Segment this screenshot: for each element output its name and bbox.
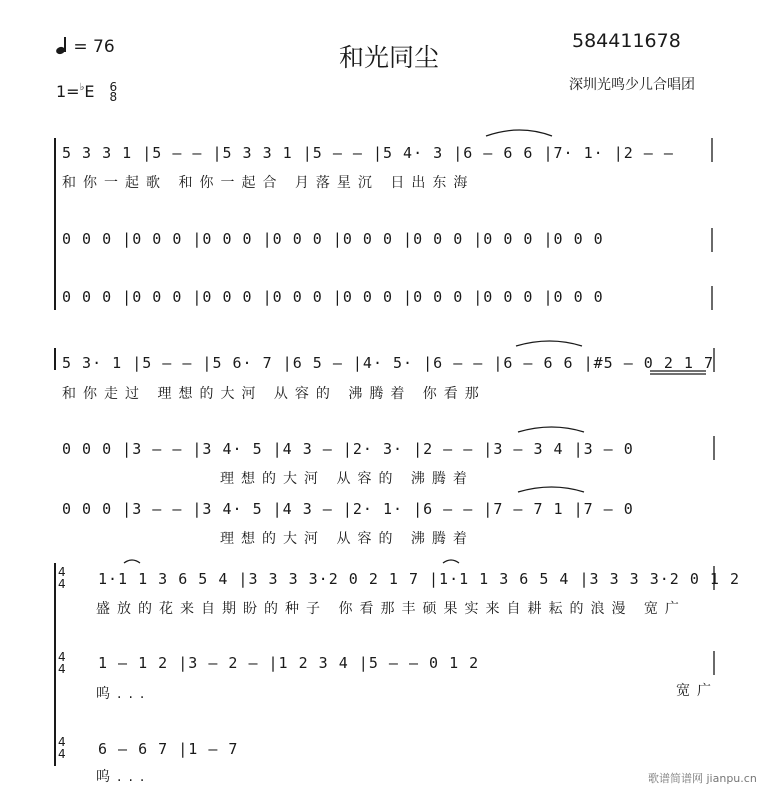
score-code: 584411678 [572,30,681,52]
s2-voice-1-lyrics: 和你走过 理想的大河 从容的 沸腾着 你看那 [62,386,486,402]
key-prefix: 1= [56,82,80,101]
s3-voice-2-time-signature: 4 4 [58,650,66,676]
s3-voice-3-time-signature: 4 4 [58,735,66,761]
s3-voice-2-notes: 1 — 1 2 |3 — 2 — |1 2 3 4 |5 — — 0 1 2 [98,654,480,672]
flat-sign: ♭ [79,82,85,93]
tie-s2-m7 [516,341,582,346]
s3-voice-1-time-signature: 4 4 [58,565,66,591]
s3-voice-1-notes: 1·1 1 3 6 5 4 |3 3 3 3·2 0 2 1 7 |1·1 1 3 6 5 4 |3 3 3 3·2 0 1 2 [98,570,740,588]
tie-s3-a [124,560,140,563]
s2-voice-2-lyrics: 理想的大河 从容的 沸腾着 [220,471,474,487]
s3-voice-2-lyrics-end: 宽广 [676,683,718,699]
s2-voice-3-notes: 0 0 0 |3 — — |3 4· 5 |4 3 — |2· 1· |6 — — |7 — 7 1 |7 — 0 [62,500,634,518]
tie-s2v2-m7 [518,427,584,432]
watermark: 歌谱简谱网 jianpu.cn [648,772,757,785]
s2-voice-3-lyrics: 理想的大河 从容的 沸腾着 [220,531,474,547]
key-letter: E [84,82,95,101]
meter-bottom: 8 [109,90,118,104]
tie-s1-m6 [486,130,552,136]
s3-voice-1-lyrics: 盛放的花来自期盼的种子 你看那丰硕果实来自耕耘的浪漫 宽广 [96,601,686,617]
s1-voice-2-notes: 0 0 0 |0 0 0 |0 0 0 |0 0 0 |0 0 0 |0 0 0 |0 0 0 |0 0 0 [62,230,604,248]
s2-voice-2-notes: 0 0 0 |3 — — |3 4· 5 |4 3 — |2· 3· |2 — — |3 — 3 4 |3 — 0 [62,440,634,458]
s1-voice-1-notes: 5 3 3 1 |5 — — |5 3 3 1 |5 — — |5 4· 3 |6 — 6 6 |7· 1· |2 — — [62,144,674,162]
meter-top: 6 [109,80,118,94]
tie-s2v3-m7 [518,487,584,492]
s3-voice-2-lyrics: 呜... [96,686,152,702]
s3-voice-3-notes: 6 — 6 7 |1 — 7 [98,740,239,758]
s3-voice-3-lyrics: 呜... [96,769,152,785]
s1-voice-3-notes: 0 0 0 |0 0 0 |0 0 0 |0 0 0 |0 0 0 |0 0 0 |0 0 0 |0 0 0 [62,288,604,306]
s1-voice-1-lyrics: 和你一起歌 和你一起合 月落星沉 日出东海 [62,175,475,191]
s2-voice-1-notes: 5 3· 1 |5 — — |5 6· 7 |6 5 — |4· 5· |6 — — |6 — 6 6 |#5 — 0 2 1 7 [62,354,714,372]
performer-credit: 深圳光鸣少儿合唱团 [569,77,695,93]
tempo-value: = 76 [73,37,115,57]
page-title: 和光同尘 [338,43,439,72]
tie-s3-b [443,560,459,563]
